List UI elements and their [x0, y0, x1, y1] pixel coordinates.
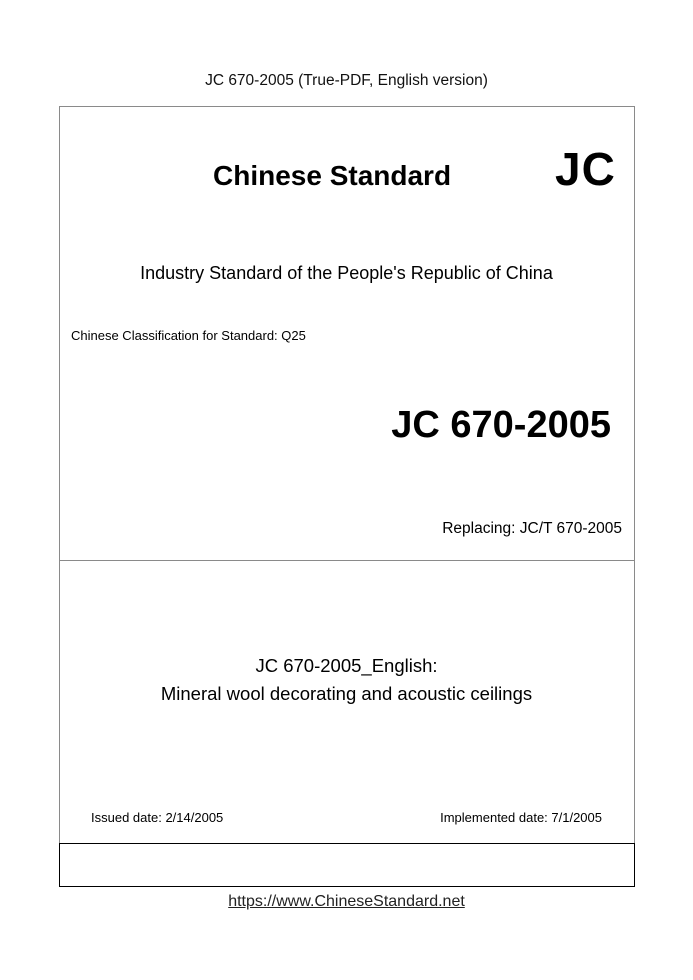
jc-mark: JC	[555, 143, 616, 195]
replacing-label: Replacing: JC/T 670-2005	[442, 520, 622, 537]
standard-title: Chinese Standard	[213, 160, 452, 191]
page-header: JC 670-2005 (True-PDF, English version)	[205, 72, 488, 89]
document-title-line-1: JC 670-2005_English:	[255, 655, 438, 676]
classification-label: Chinese Classification for Standard: Q25	[71, 328, 306, 343]
standard-number: JC 670-2005	[391, 404, 611, 446]
footer	[0, 893, 693, 911]
website-link[interactable]: https://www.ChineseStandard.net	[228, 893, 465, 910]
cover-bottom-box	[59, 843, 635, 887]
industry-standard-line: Industry Standard of the People's Republic of China	[140, 263, 553, 283]
issued-date: Issued date: 2/14/2005	[91, 810, 224, 825]
document-title	[0, 652, 693, 708]
document-title-line-2: Mineral wool decorating and acoustic ceilings	[160, 683, 533, 704]
implemented-date: Implemented date: 7/1/2005	[440, 810, 602, 825]
